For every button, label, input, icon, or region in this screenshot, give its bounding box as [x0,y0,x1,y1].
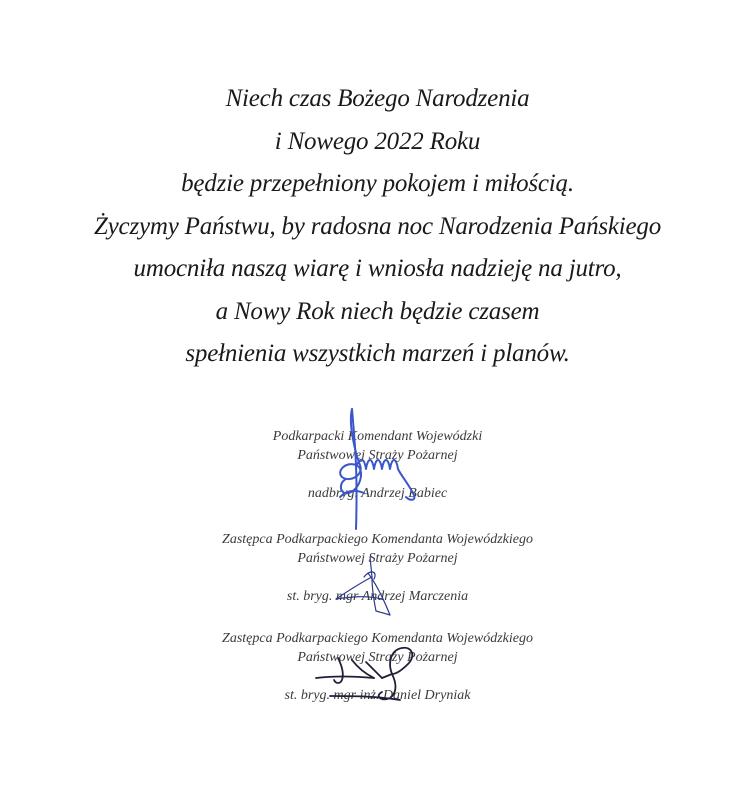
greeting-line: Życzymy Państwu, by radosna noc Narodzenia Pańskiego [93,212,662,240]
greeting-line: i Nowego 2022 Roku [274,127,481,155]
signatory-deputy-2 [0,629,755,705]
signatory-name: nadbryg. Andrzej Babiec [307,486,448,501]
signatory-organization: Państwowej Straży Pożarnej [297,448,458,463]
signatory-title: Zastępca Podkarpackiego Komendanta Wojewódzkiego [222,631,533,646]
greeting-line: będzie przepełniony pokojem i miłością. [181,170,574,197]
signatory-organization: Państwowej Straży Pożarnej [297,650,458,665]
greeting-text [0,78,755,376]
greeting-line: spełnienia wszystkich marzeń i planów. [185,340,570,367]
signatory-deputy-1 [0,530,755,606]
signatory-title: Podkarpacki Komendant Wojewódzki [272,429,483,444]
signatory-commander [0,427,755,503]
greeting-line: Niech czas Bożego Narodzenia [225,85,530,112]
signatory-title: Zastępca Podkarpackiego Komendanta Wojewódzkiego [222,532,533,547]
signatory-name: st. bryg. mgr inż. Daniel Dryniak [284,688,471,703]
signatory-name: st. bryg. mgr Andrzej Marczenia [286,589,469,604]
greeting-line: umocniła naszą wiarę i wniosła nadzieję na jutro, [133,255,622,282]
signatory-organization: Państwowej Straży Pożarnej [297,551,458,566]
greeting-line: a Nowy Rok niech będzie czasem [215,297,540,325]
